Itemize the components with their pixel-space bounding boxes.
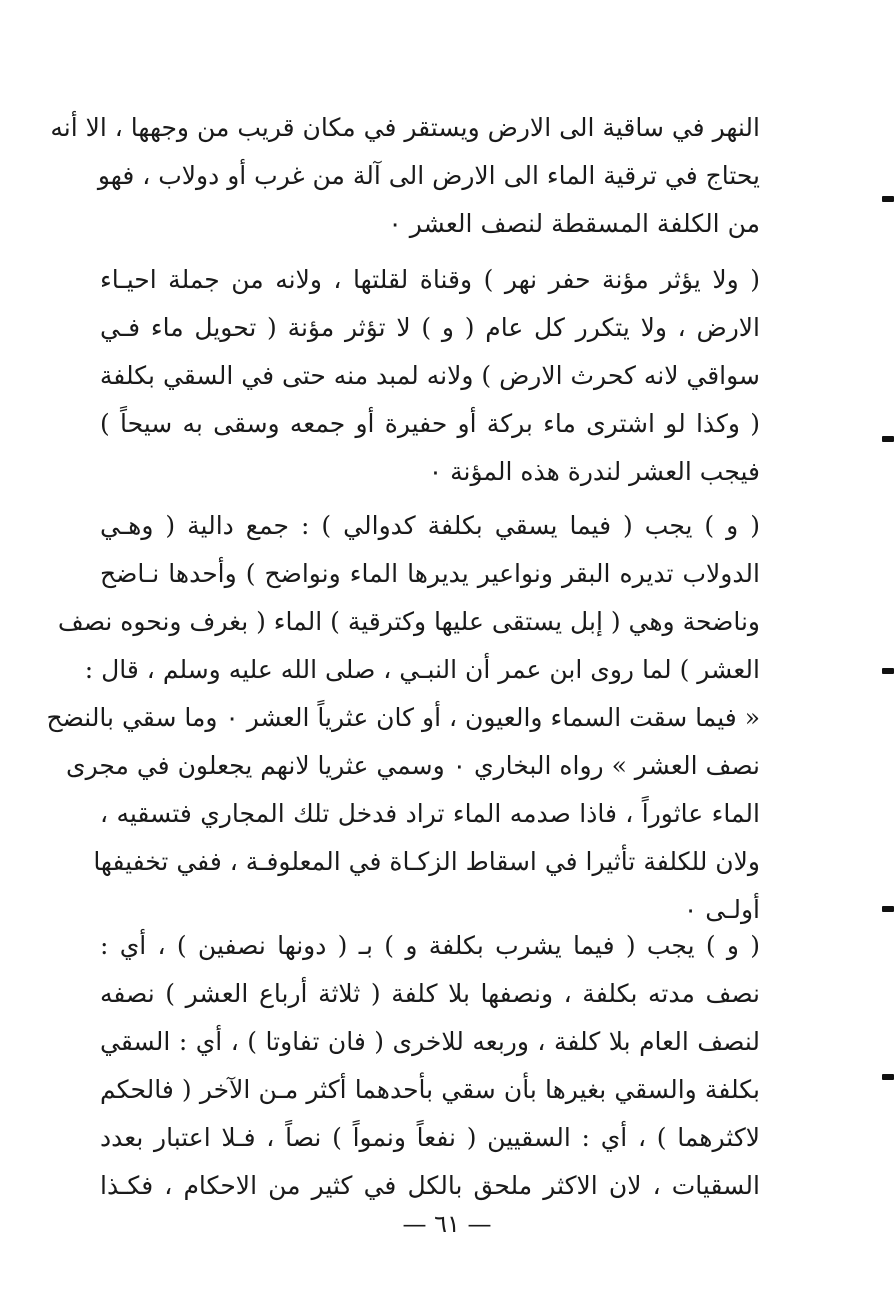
page-number: — ٦١ — <box>402 1210 492 1238</box>
text-line: الماء عاثوراً ، فاذا صدمه الماء تراد فدخل تلك المجاري فتسقيه ، <box>100 799 760 828</box>
text-line: ( وكذا لو اشترى ماء بركة أو حفيرة أو جمعه وسقى به سيحاً ) <box>100 409 760 438</box>
paragraph-3 <box>46 502 760 934</box>
text-line: من الكلفة المسقطة لنصف العشر ٠ <box>388 209 760 238</box>
text-line: « فيما سقت السماء والعيون ، أو كان عثرياً العشر ٠ وما سقي بالنضح <box>46 703 760 732</box>
text-line: الدولاب تديره البقر ونواعير يديرها الماء ونواضح ) وأحدها نـاضح <box>100 559 760 588</box>
page-edge-mark <box>882 668 894 674</box>
paragraph-1 <box>50 104 760 248</box>
body-text <box>46 104 760 1200</box>
text-line: لاكثرهما ) ، أي : السقيين ( نفعاً ونمواً ) نصاً ، فـلا اعتبار بعدد <box>100 1123 760 1152</box>
text-line: ولان للكلفة تأثيرا في اسقاط الزكـاة في المعلوفـة ، ففي تخفيفها <box>93 847 760 876</box>
text-line: ( و ) يجب ( فيما يشرب بكلفة و ) بـ ( دونها نصفين ) ، أي : <box>100 931 760 960</box>
text-line: سواقي لانه كحرث الارض ) ولانه لمبد منه حتى في السقي بكلفة <box>99 361 760 390</box>
page-edge-mark <box>882 906 894 912</box>
text-line: العشر ) لما روى ابن عمر أن النبـي ، صلى الله عليه وسلم ، قال : <box>84 655 760 684</box>
text-line: يحتاج في ترقية الماء الى الارض الى آلة من غرب أو دولاب ، فهو <box>97 161 760 190</box>
text-line: وناضحة وهي ( إبل يستقى عليها وكترقية ) الماء ( بغرف ونحوه نصف <box>57 607 760 636</box>
text-line: ( و ) يجب ( فيما يسقي بكلفة كدوالي ) : جمع دالية ( وهـي <box>100 511 760 540</box>
text-line: فيجب العشر لندرة هذه المؤنة ٠ <box>428 457 760 486</box>
page-edge-mark <box>882 1074 894 1080</box>
page-edge-mark <box>882 196 894 202</box>
text-line: أولـى ٠ <box>683 895 760 924</box>
text-line: نصف العشر » رواه البخاري ٠ وسمي عثريا لانهم يجعلون في مجرى <box>66 751 760 780</box>
text-line: الارض ، ولا يتكرر كل عام ( و ) لا تؤثر مؤنة ( تحويل ماء فـي <box>100 313 760 342</box>
text-line: ( ولا يؤثر مؤنة حفر نهر ) وقناة لقلتها ، ولانه من جملة احيـاء <box>100 265 760 294</box>
text-line: بكلفة والسقي بغيرها بأن سقي بأحدهما أكثر مـن الآخر ( فالحكم <box>100 1075 760 1104</box>
text-line: النهر في ساقية الى الارض ويستقر في مكان قريب من وجهها ، الا أنه <box>50 113 760 142</box>
text-line: لنصف العام بلا كلفة ، وربعه للاخرى ( فان تفاوتا ) ، أي : السقي <box>100 1027 760 1056</box>
page-edge-mark <box>882 436 894 442</box>
text-line: السقيات ، لان الاكثر ملحق بالكل في كثير من الاحكام ، فكـذا <box>100 1171 760 1200</box>
text-line: نصف مدته بكلفة ، ونصفها بلا كلفة ( ثلاثة أرباع العشر ) نصفه <box>100 979 760 1008</box>
paragraph-2 <box>100 256 760 496</box>
paragraph-4 <box>100 922 760 1210</box>
